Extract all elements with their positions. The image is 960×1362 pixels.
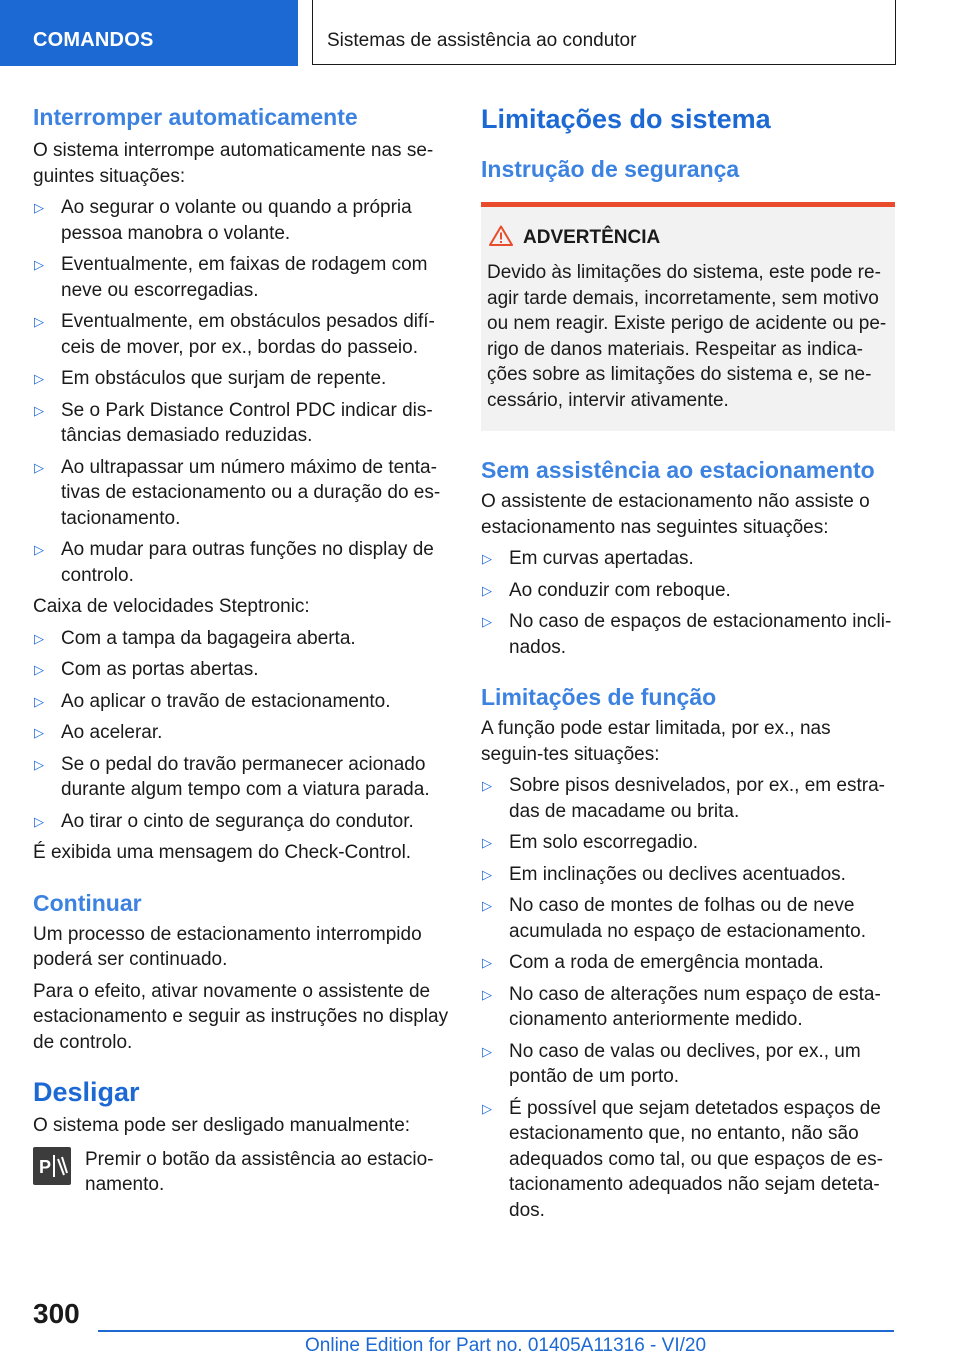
section-tab xyxy=(0,0,298,66)
bullet-icon: ▷ xyxy=(34,459,44,475)
list-item: ▷ Ao tirar o cinto de segurança do condutor. xyxy=(33,809,451,835)
list-item: ▷ Em solo escorregadio. xyxy=(481,830,895,856)
list-item: ▷ Ao segurar o volante ou quando a própria pessoa manobra o volante. xyxy=(34,197,412,244)
bullet-icon: ▷ xyxy=(482,835,492,850)
list-item: ▷ Ao conduzir com reboque. xyxy=(481,578,895,604)
bullet-icon: ▷ xyxy=(34,200,44,215)
bullet-icon: ▷ xyxy=(34,630,44,646)
continue-heading: Continuar xyxy=(33,889,142,916)
bullet-icon: ▷ xyxy=(482,1100,492,1116)
warning-text: Devido às limitações do sistema, este pode re-agir tarde demais, incorretamente, sem motivo ou nem reagir. Existe perigo de acidente ou pe-rigo de danos materiais. Respeitar as indica-ções sobre as limitações do sistema e, se ne-cessário, intervir ativamente. xyxy=(487,262,887,411)
bullet-icon: ▷ xyxy=(34,813,44,829)
interrupt-intro: O sistema interrompe automaticamente nas se-guintes situações: xyxy=(33,140,434,187)
warning-triangle-icon xyxy=(489,225,513,254)
bullet-icon: ▷ xyxy=(34,371,44,386)
page-header xyxy=(0,0,960,66)
list-item: ▷ Se o Park Distance Control PDC indicar dis-tâncias demasiado reduzidas. xyxy=(34,399,433,446)
interrupt-list xyxy=(33,195,451,588)
bullet-icon: ▷ xyxy=(34,662,44,677)
list-item: ▷ No caso de valas ou declives, por ex., um pontão de um porto. xyxy=(482,1040,861,1087)
function-limits-intro: A função pode estar limitada, por ex., nas seguin-tes situações: xyxy=(481,718,831,765)
bullet-icon: ▷ xyxy=(34,693,44,709)
list-item: ▷ Se o pedal do travão permanecer acionado durante algum tempo com a viatura parada. xyxy=(34,753,430,800)
bullet-icon: ▷ xyxy=(34,756,44,772)
function-limits-heading: Limitações de função xyxy=(481,684,717,710)
bullet-icon: ▷ xyxy=(482,582,492,598)
list-item: ▷ No caso de montes de folhas ou de neve acumulada no espaço de estacionamento. xyxy=(482,895,867,942)
left-column xyxy=(33,100,451,1198)
list-item: ▷ Em curvas apertadas. xyxy=(481,546,895,572)
continue-text-2: Para o efeito, ativar novamente o assistente de estacionamento e seguir as instruções no display de controlo. xyxy=(33,980,449,1053)
park-assist-button-icon xyxy=(33,1147,71,1185)
section-label: COMANDOS xyxy=(33,29,154,51)
list-item: ▷ Com a roda de emergência montada. xyxy=(481,950,895,976)
limits-heading: Limitações do sistema xyxy=(481,104,771,134)
off-heading: Desligar xyxy=(33,1077,140,1107)
list-item: ▷ Eventualmente, em faixas de rodagem com neve ou escorregadias. xyxy=(34,254,428,301)
edition-text: Online Edition for Part no. 01405A11316 - VI/20 xyxy=(305,1335,707,1356)
bullet-icon: ▷ xyxy=(482,551,492,566)
warning-title: ADVERTÊNCIA xyxy=(523,227,661,248)
bullet-icon: ▷ xyxy=(482,614,492,629)
warning-title-row xyxy=(487,225,889,254)
continue-text-1: Um processo de estacionamento interrompido poderá ser continuado. xyxy=(33,923,422,970)
bullet-icon: ▷ xyxy=(482,955,492,970)
bullet-icon: ▷ xyxy=(34,314,44,329)
bullet-icon: ▷ xyxy=(482,1043,492,1059)
page-number: 300 xyxy=(33,1298,80,1329)
list-item: ▷ Eventualmente, em obstáculos pesados difí-ceis de mover, por ex., bordas do passeio. xyxy=(34,311,435,358)
steptronic-label: Caixa de velocidades Steptronic: xyxy=(33,596,310,617)
list-item: ▷ Em obstáculos que surjam de repente. xyxy=(33,366,451,392)
list-item: ▷ Com a tampa da bagageira aberta. xyxy=(33,626,451,652)
no-assist-intro: O assistente de estacionamento não assiste o estacionamento nas seguintes situações: xyxy=(481,491,870,538)
chapter-label: Sistemas de assistência ao condutor xyxy=(327,30,637,51)
function-limits-list xyxy=(481,773,895,1223)
chapter-box xyxy=(312,0,896,65)
footer-rule xyxy=(98,1330,894,1332)
safety-heading: Instrução de segurança xyxy=(481,156,740,182)
bullet-icon: ▷ xyxy=(482,898,492,913)
off-intro: O sistema pode ser desligado manualmente: xyxy=(33,1115,411,1136)
steptronic-list xyxy=(33,626,451,835)
bullet-icon: ▷ xyxy=(34,542,44,557)
bullet-icon: ▷ xyxy=(34,402,44,418)
list-item: ▷ Com as portas abertas. xyxy=(33,657,451,683)
list-item: ▷ No caso de espaços de estacionamento incli-nados. xyxy=(482,611,892,658)
list-item: ▷ Ao mudar para outras funções no display de controlo. xyxy=(34,539,434,586)
list-item: ▷ Ao aplicar o travão de estacionamento. xyxy=(33,689,451,715)
bullet-icon: ▷ xyxy=(482,986,492,1002)
off-instruction xyxy=(33,1147,451,1198)
right-column xyxy=(481,100,895,1223)
list-item: ▷ Sobre pisos desnivelados, por ex., em estra-das de macadame ou brita. xyxy=(482,775,885,822)
bullet-icon: ▷ xyxy=(482,778,492,793)
list-item: ▷ Ao ultrapassar um número máximo de tenta-tivas de estacionamento ou a duração do es-tacionamento. xyxy=(34,456,441,529)
list-item: ▷ Em inclinações ou declives acentuados. xyxy=(481,862,895,888)
bullet-icon: ▷ xyxy=(34,257,44,272)
off-button-text: Premir o botão da assistência ao estacio-namento. xyxy=(85,1148,434,1195)
list-item: ▷ É possível que sejam detetados espaços de estacionamento que, no entanto, não são adequados como tal, ou que espaços de es-tacionamento adequados não sejam deteta-dos. xyxy=(482,1097,883,1221)
no-assist-list xyxy=(481,546,895,660)
svg-text:P: P xyxy=(39,1156,52,1177)
bullet-icon: ▷ xyxy=(482,866,492,882)
no-assist-heading: Sem assistência ao estacionamento xyxy=(481,457,875,483)
interrupt-heading: Interromper automaticamente xyxy=(33,104,358,130)
bullet-icon: ▷ xyxy=(34,725,44,740)
check-control-text: É exibida uma mensagem do Check-Control. xyxy=(33,842,412,863)
warning-box xyxy=(481,202,895,431)
list-item: ▷ No caso de alterações num espaço de esta-cionamento anteriormente medido. xyxy=(482,983,881,1030)
list-item: ▷ Ao acelerar. xyxy=(33,720,451,746)
